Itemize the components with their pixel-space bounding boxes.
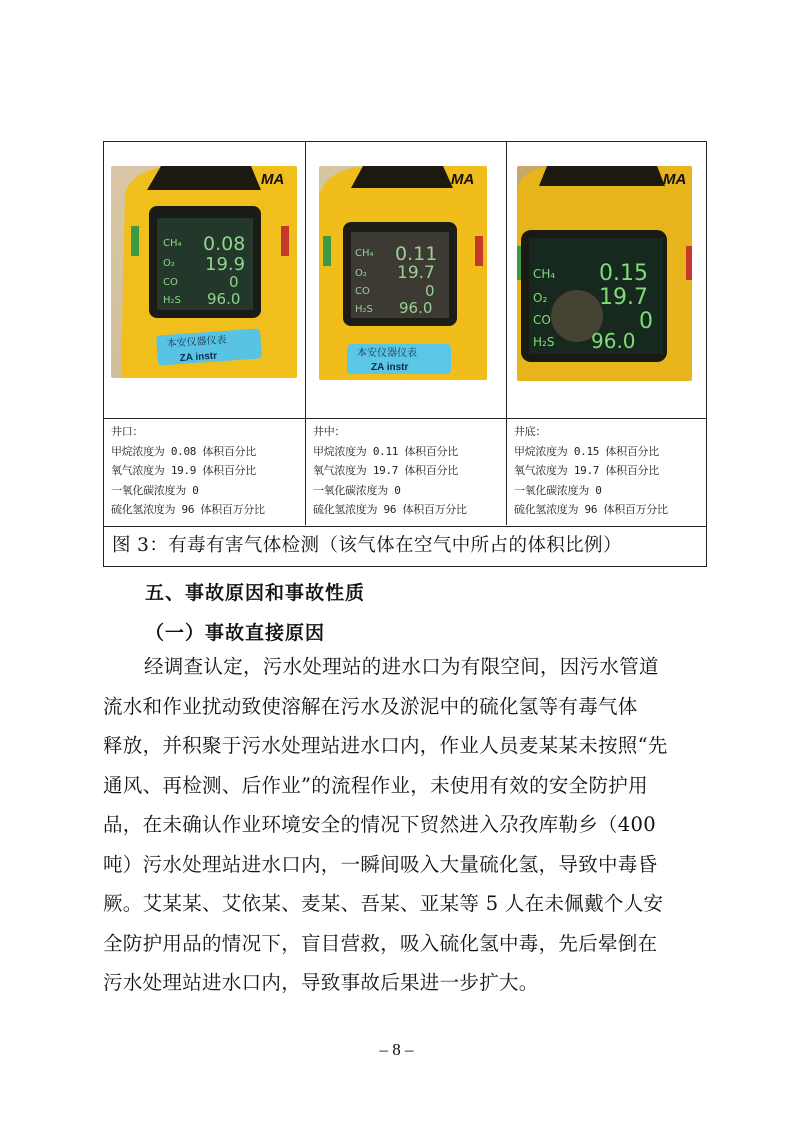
mine-safety-badge: MA xyxy=(451,171,475,188)
brand-label: ZA instr xyxy=(179,350,218,365)
mine-safety-badge: MA xyxy=(663,171,687,188)
reading-text-midwell xyxy=(306,418,507,526)
paragraph-line: 厥。艾某某、艾依某、麦某、吾某、亚某等 5 人在未佩戴个人安 xyxy=(103,892,664,915)
figure-table xyxy=(103,141,707,567)
position-label: 井中： xyxy=(313,425,346,438)
reading-line: 氧气浓度为 19.9 体积百分比 xyxy=(111,464,256,478)
reading-line: 甲烷浓度为 0.08 体积百分比 xyxy=(111,444,256,458)
co-readout: 0 xyxy=(229,273,239,291)
reading-text-wellhead xyxy=(104,418,305,526)
readout-label: H₂S xyxy=(533,335,555,349)
h2s-readout: 96.0 xyxy=(399,299,433,317)
caption-row xyxy=(104,418,706,527)
position-label: 井口： xyxy=(111,425,144,438)
paragraph-line: 释放，并积聚于污水处理站进水口内，作业人员麦某某未按照“先 xyxy=(103,734,668,757)
o2-readout: 19.7 xyxy=(397,263,435,283)
figure-caption: 图 3：有毒有害气体检测（该气体在空气中所占的体积比例） xyxy=(112,535,622,556)
o2-readout: 19.7 xyxy=(599,285,648,310)
readout-label: CO xyxy=(163,277,178,288)
sticker-text: 本安仪器仪表 xyxy=(166,334,227,350)
ch4-readout: 0.11 xyxy=(395,243,438,265)
paragraph-line: 吨）污水处理站进水口内，一瞬间吸入大量硫化氢，导致中毒昏 xyxy=(103,852,658,876)
reading-line: 一氧化碳浓度为 0 xyxy=(313,483,401,497)
readout-label: CH₄ xyxy=(533,267,556,281)
readout-label: CO xyxy=(355,286,370,297)
position-label: 井底： xyxy=(514,425,547,438)
reading-line: 一氧化碳浓度为 0 xyxy=(514,483,602,497)
subsection-heading: （一）事故直接原因 xyxy=(145,622,326,644)
h2s-readout: 96.0 xyxy=(591,329,636,353)
reading-line: 硫化氢浓度为 96 体积百万分比 xyxy=(313,503,467,517)
gas-detector-photo-midwell xyxy=(319,166,487,380)
photo-cell-wellbottom xyxy=(507,142,708,418)
reading-line: 硫化氢浓度为 96 体积百万分比 xyxy=(514,503,668,517)
section-heading: 五、事故原因和事故性质 xyxy=(145,582,366,604)
readout-label: O₂ xyxy=(163,258,175,269)
co-readout: 0 xyxy=(425,282,435,300)
readout-label: CO xyxy=(533,313,551,327)
brand-label: ZA instr xyxy=(371,362,409,373)
reading-line: 甲烷浓度为 0.15 体积百分比 xyxy=(514,444,659,458)
reading-line: 一氧化碳浓度为 0 xyxy=(111,483,199,497)
readout-label: CH₄ xyxy=(355,248,374,259)
ch4-readout: 0.08 xyxy=(203,233,246,255)
mine-safety-badge: MA xyxy=(261,171,285,188)
body-paragraph xyxy=(103,647,695,1003)
readout-label: H₂S xyxy=(355,304,373,315)
readout-label: H₂S xyxy=(163,295,181,306)
ch4-readout: 0.15 xyxy=(599,261,648,286)
paragraph-line: 品，在未确认作业环境安全的情况下贸然进入尕孜库勒乡（400 xyxy=(103,813,656,836)
sticker-text: 本安仪器仪表 xyxy=(357,348,417,359)
h2s-readout: 96.0 xyxy=(207,290,241,308)
reading-line: 氧气浓度为 19.7 体积百分比 xyxy=(313,464,458,478)
paragraph-line: 污水处理站进水口内，导致事故后果进一步扩大。 xyxy=(103,971,539,994)
reading-line: 甲烷浓度为 0.11 体积百分比 xyxy=(313,444,458,458)
readout-label: O₂ xyxy=(355,268,367,279)
readout-label: O₂ xyxy=(533,291,548,305)
paragraph-line: 经调查认定，污水处理站的进水口为有限空间，因污水管道 xyxy=(144,655,659,678)
o2-readout: 19.9 xyxy=(205,254,246,275)
paragraph-line: 全防护用品的情况下，盲目营救，吸入硫化氢中毒，先后晕倒在 xyxy=(103,931,658,955)
gas-detector-photo-wellhead xyxy=(111,166,297,378)
photo-cell-wellhead xyxy=(104,142,305,418)
reading-text-wellbottom xyxy=(507,418,708,526)
photo-row xyxy=(104,142,706,419)
gas-detector-photo-wellbottom xyxy=(517,166,692,381)
reading-line: 硫化氢浓度为 96 体积百万分比 xyxy=(111,503,265,517)
paragraph-line: 通风、再检测、后作业”的流程作业，未使用有效的安全防护用 xyxy=(103,773,648,797)
reading-line: 氧气浓度为 19.7 体积百分比 xyxy=(514,464,659,478)
co-readout: 0 xyxy=(639,309,653,334)
photo-cell-midwell xyxy=(306,142,507,418)
page-number: – 8 – xyxy=(379,1040,414,1059)
readout-label: CH₄ xyxy=(163,238,182,249)
paragraph-line: 流水和作业扰动致使溶解在污水及淤泥中的硫化氢等有毒气体 xyxy=(103,694,638,718)
